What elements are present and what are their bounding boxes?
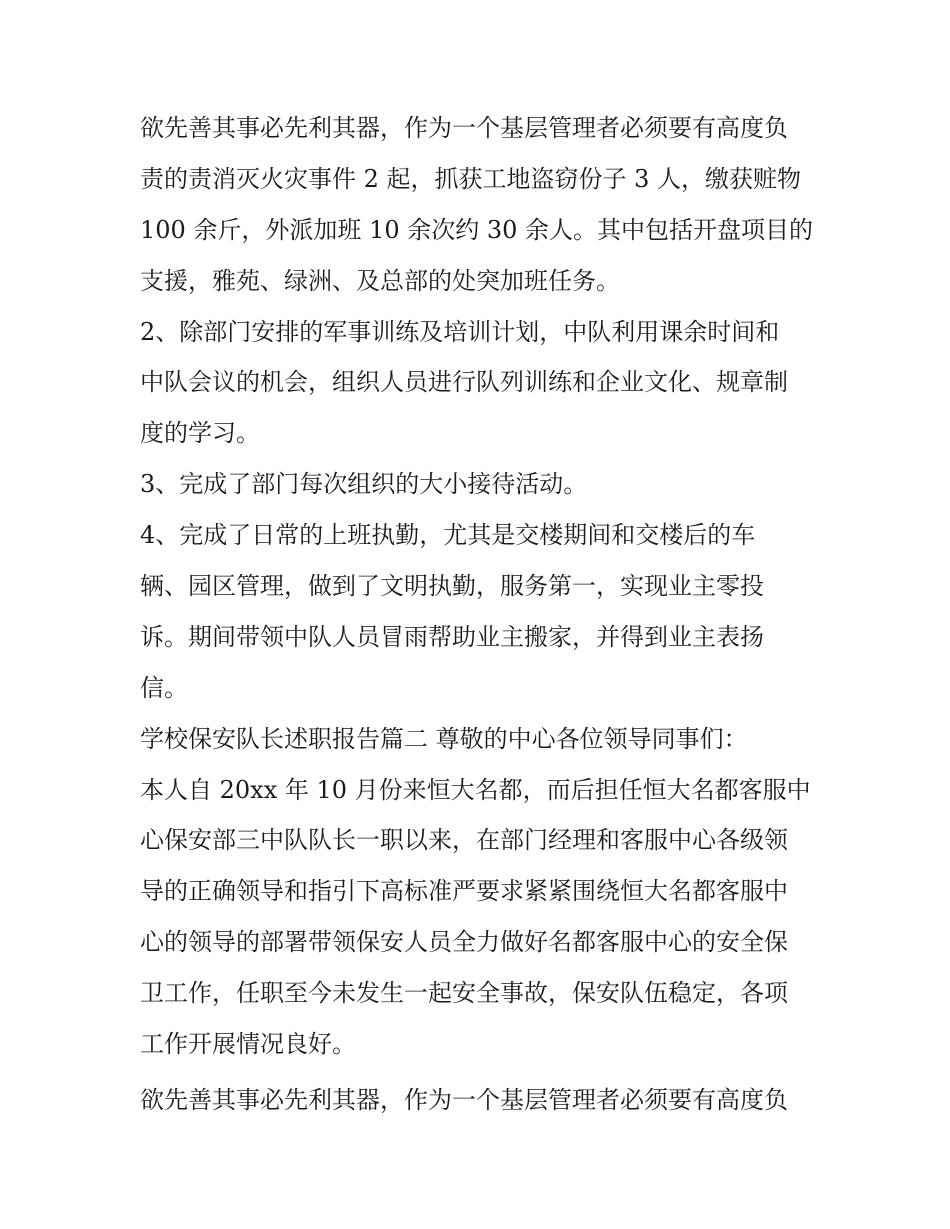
text-line: 心的领导的部署带领保安人员全力做好名都客服中心的安全保 — [140, 928, 788, 957]
text-line: 责的责消灭火灾事件 2 起，抓获工地盗窃份子 3 人，缴获赃物 — [140, 164, 802, 193]
text-line: 诉。期间带领中队人员冒雨帮助业主搬家，并得到业主表扬 — [140, 622, 764, 651]
section-heading: 学校保安队长述职报告篇二 尊敬的中心各位领导同事们： — [140, 724, 748, 753]
text-line: 心保安部三中队队长一职以来，在部门经理和客服中心各级领 — [140, 826, 788, 855]
text-line: 4、完成了日常的上班执勤，尤其是交楼期间和交楼后的车 — [140, 521, 756, 550]
text-line: 工作开展情况良好。 — [140, 1030, 356, 1059]
text-line: 辆、园区管理，做到了文明执勤，服务第一，实现业主零投 — [140, 572, 764, 601]
text-line: 中队会议的机会，组织人员进行队列训练和企业文化、规章制 — [140, 368, 788, 397]
text-line: 度的学习。 — [140, 419, 260, 448]
body-text — [140, 103, 820, 1126]
text-line: 2、除部门安排的军事训练及培训计划，中队利用课余时间和 — [140, 317, 780, 346]
text-line: 导的正确领导和指引下高标准严要求紧紧围绕恒大名都客服中 — [140, 877, 788, 906]
text-line: 100 余斤，外派加班 10 余次约 30 余人。其中包括开盘项目的 — [140, 215, 814, 244]
text-line: 支援，雅苑、绿洲、及总部的处突加班任务。 — [140, 266, 620, 295]
text-line: 欲先善其事必先利其器，作为一个基层管理者必须要有高度负 — [140, 1085, 788, 1114]
text-line: 信。 — [140, 673, 188, 702]
text-line: 欲先善其事必先利其器，作为一个基层管理者必须要有高度负 — [140, 114, 788, 142]
text-line: 卫工作，任职至今未发生一起安全事故，保安队伍稳定，各项 — [140, 979, 788, 1008]
text-line: 本人自 20xx 年 10 月份来恒大名都，而后担任恒大名都客服中 — [140, 775, 811, 804]
text-line: 3、完成了部门每次组织的大小接待活动。 — [140, 470, 588, 499]
